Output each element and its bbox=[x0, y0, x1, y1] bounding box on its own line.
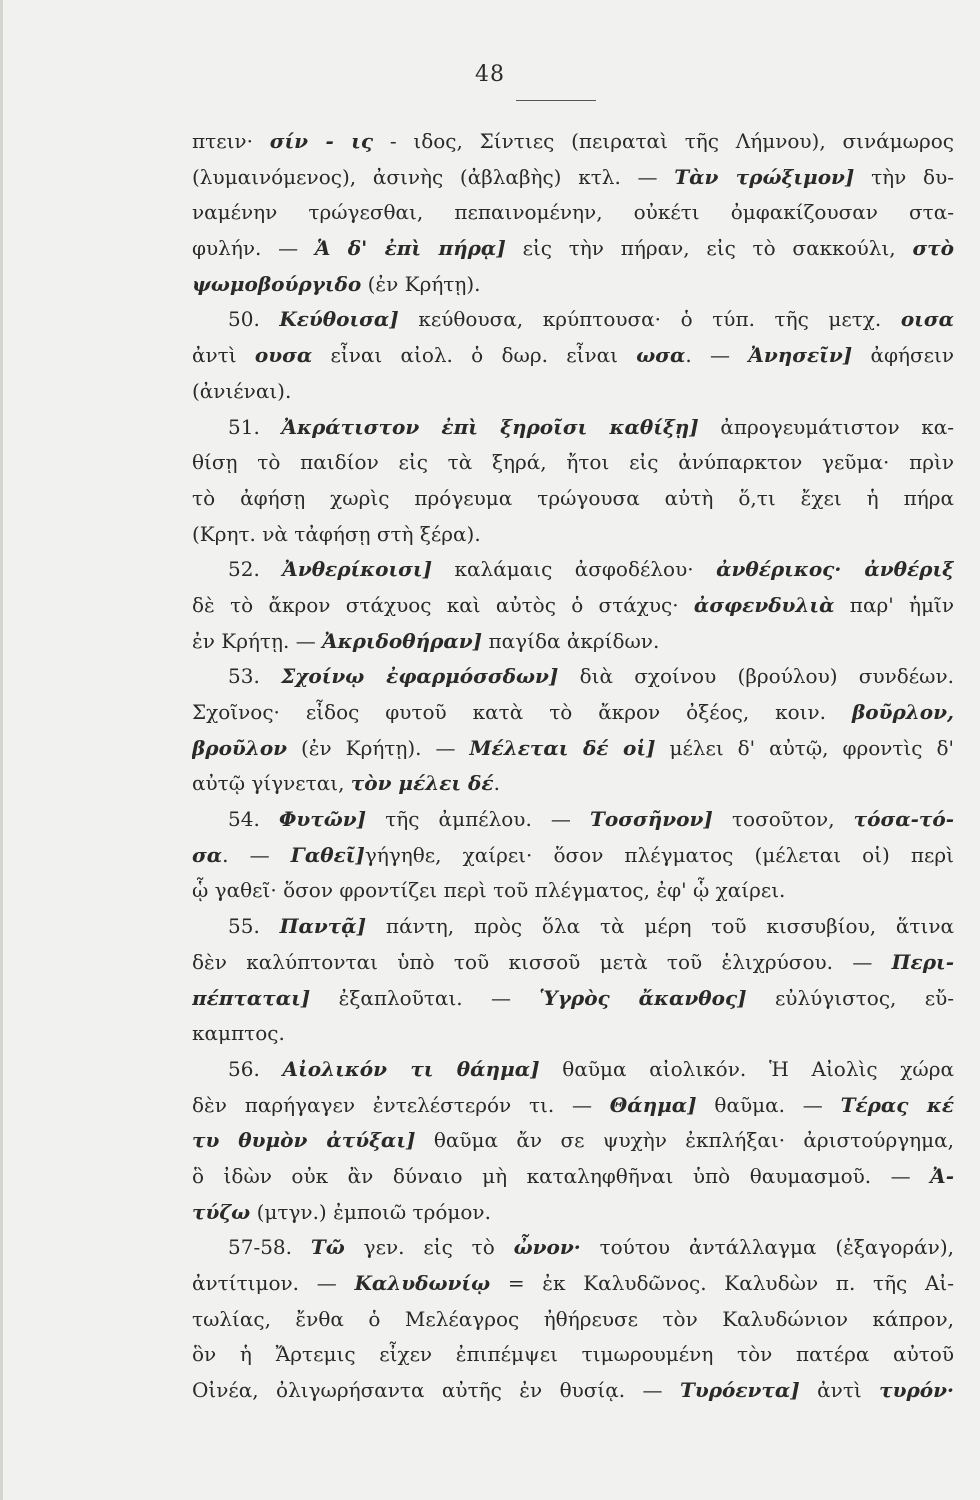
gloss-text: παγίδα ἀκρίδων. bbox=[482, 628, 660, 653]
lemma-term: Ἀ- bbox=[930, 1163, 954, 1188]
lemma-term: ἀνθέρικος· ἀνθέριξ bbox=[716, 557, 954, 582]
lemma-term: Τὰν τρώξιμον] bbox=[674, 164, 855, 189]
gloss-text: παρ' ἡμῖν bbox=[834, 592, 954, 617]
text-line bbox=[192, 1052, 954, 1088]
gloss-text: θίσῃ τὸ παιδίον εἰς τὰ ξηρά, ἤτοι εἰς ἀνύπαρκτον γεῦμα· πρὶν bbox=[192, 450, 954, 475]
lemma-term: ουσα bbox=[254, 343, 313, 368]
gloss-text: κεύθουσα, κρύπτουσα· ὁ τύπ. τῆς μετχ. bbox=[398, 307, 901, 332]
gloss-text: ναμένην τρώγεσθαι, πεπαινομένην, οὐκέτι ὀμφακίζουσαν στα- bbox=[192, 200, 954, 225]
text-line bbox=[192, 124, 954, 160]
text-line bbox=[192, 1302, 954, 1338]
gloss-text: εὐλύγιστος, εὔ- bbox=[746, 985, 954, 1010]
gloss-text: ᾧ γαθεῖ· ὅσον φροντίζει περὶ τοῦ πλέγματος, ἐφ' ᾧ χαίρει. bbox=[192, 878, 786, 903]
lemma-term: Ἀκριδοθήραν] bbox=[322, 628, 483, 653]
text-line bbox=[192, 945, 954, 981]
lemma-term: Γαθεῖ] bbox=[290, 842, 365, 867]
lemma-term: Τοσσῆνον] bbox=[590, 807, 713, 832]
gloss-text: . — bbox=[685, 343, 749, 368]
scan-margin bbox=[0, 0, 3, 1500]
text-line bbox=[192, 338, 954, 374]
text-line bbox=[192, 624, 954, 660]
lemma-term: Τυρόεντα] bbox=[679, 1378, 800, 1403]
text-line bbox=[192, 517, 954, 553]
text-line bbox=[192, 981, 954, 1017]
gloss-text: (λυμαινόμενος), ἀσινὴς (ἀβλαβὴς) κτλ. — bbox=[192, 164, 675, 189]
gloss-text: τωλίας, ἔνθα ὁ Μελέαγρος ἠθήρευσε τὸν Καλυδώνιον κάπρον, bbox=[192, 1306, 954, 1331]
gloss-text: δὲ τὸ ἄκρον στάχυος καὶ αὐτὸς ὁ στάχυς· bbox=[192, 592, 694, 617]
text-line bbox=[192, 481, 954, 517]
lemma-term: ἀσφενδυλιὰ bbox=[693, 592, 835, 617]
text-line bbox=[192, 445, 954, 481]
lemma-term: Ἀκράτιστον ἐπὶ ξηροῖσι καθίξῃ] bbox=[281, 414, 699, 439]
gloss-text: ἀντίτιμον. — bbox=[192, 1271, 355, 1295]
text-line bbox=[192, 195, 954, 231]
gloss-text: 57-58. bbox=[228, 1235, 311, 1260]
lemma-term: Ἁ δ' ἐπὶ πήρᾳ] bbox=[314, 236, 506, 261]
lemma-term: τύζω bbox=[192, 1199, 251, 1224]
text-line bbox=[192, 160, 954, 196]
text-line bbox=[192, 1266, 954, 1302]
text-line bbox=[192, 766, 954, 802]
gloss-text: Σχοῖνος· εἶδος φυτοῦ κατὰ τὸ ἄκρον ὀξέος, κοιν. bbox=[192, 700, 852, 724]
gloss-text: ὃ ἰδὼν οὐκ ἂν δύναιο μὴ καταληφθῆναι ὑπὸ θαυμασμοῦ. — bbox=[192, 1163, 931, 1188]
gloss-text: ἐν Κρήτῃ. — bbox=[192, 628, 323, 653]
gloss-text: εἶναι αἰολ. ὁ δωρ. εἶναι bbox=[312, 343, 637, 368]
gloss-text: γεν. εἰς τὸ bbox=[344, 1235, 514, 1260]
lemma-term: Φυτῶν] bbox=[278, 807, 367, 832]
gloss-text: καμπτος. bbox=[192, 1021, 285, 1046]
lemma-term: σίν - ις bbox=[269, 129, 374, 153]
lemma-term: Παντᾷ] bbox=[279, 914, 367, 939]
lemma-term: Θάημα] bbox=[609, 1092, 697, 1117]
gloss-text: ὃν ἡ Ἄρτεμις εἶχεν ἐπιπέμψει τιμωρουμένη τὸν πατέρα αὐτοῦ bbox=[192, 1342, 954, 1367]
gloss-text: 56. bbox=[228, 1056, 283, 1081]
gloss-text: (ἐν Κρήτῃ). bbox=[361, 271, 481, 296]
lemma-term: βροῦλον bbox=[192, 735, 288, 760]
gloss-text: καλάμαις ἀσφοδέλου· bbox=[432, 557, 717, 582]
gloss-text: (ἀνιέναι). bbox=[192, 378, 292, 403]
lemma-term: Κεύθοισα] bbox=[279, 307, 399, 332]
lemma-term: Τέρας κέ bbox=[840, 1092, 954, 1117]
gloss-text: 52. bbox=[228, 557, 283, 582]
lemma-term: ὦνον· bbox=[513, 1235, 581, 1260]
lemma-term: Περι- bbox=[891, 949, 954, 974]
lemma-term: Μέλεται δέ οἱ] bbox=[469, 735, 656, 760]
gloss-text: 50. bbox=[228, 307, 280, 332]
gloss-text: γήγηθε, χαίρει· ὅσον πλέγματος (μέλεται οἱ) περὶ bbox=[364, 842, 954, 867]
lemma-term: τόσα-τό- bbox=[853, 807, 954, 832]
text-line bbox=[192, 267, 954, 303]
gloss-text: - ιδος, Σίντιες (πειραταὶ τῆς Λήμνου), σινάμωρος bbox=[373, 129, 954, 153]
page-number: 48 bbox=[475, 62, 505, 87]
gloss-text: τῆς ἀμπέλου. — bbox=[366, 807, 591, 832]
text-line bbox=[192, 552, 954, 588]
lemma-term: Σχοίνῳ ἐφαρμόσσδων] bbox=[281, 664, 559, 689]
gloss-text: Οἰνέα, ὀλιγωρήσαντα αὐτῆς ἐν θυσίᾳ. — bbox=[192, 1378, 680, 1403]
gloss-text: θαῦμα. — bbox=[696, 1092, 841, 1117]
text-line bbox=[192, 410, 954, 446]
lemma-term: τυρόν· bbox=[879, 1378, 954, 1403]
gloss-text: 55. bbox=[228, 914, 280, 939]
lemma-term: Καλυδωνίῳ bbox=[354, 1271, 491, 1295]
gloss-text: αὐτῷ γίγνεται, bbox=[192, 771, 351, 796]
lemma-term: τυ θυμὸν ἀτύξαι] bbox=[192, 1128, 416, 1153]
text-line bbox=[192, 695, 954, 731]
gloss-text: 53. bbox=[228, 664, 282, 689]
text-line bbox=[192, 1159, 954, 1195]
text-line bbox=[192, 588, 954, 624]
gloss-text: διὰ σχοίνου (βρούλου) συνδέων. bbox=[558, 664, 954, 689]
gloss-text: τὸ ἀφήσῃ χωρὶς πρόγευμα τρώγουσα αὐτὴ ὅ,τι ἔχει ἡ πήρα bbox=[192, 485, 954, 510]
gloss-text: (Κρητ. νὰ τἀφήσῃ στὴ ξέρα). bbox=[192, 521, 481, 546]
gloss-text: πτειν· bbox=[192, 129, 270, 153]
lemma-term: πέπταται] bbox=[192, 985, 311, 1010]
gloss-text: δὲν παρήγαγεν ἐντελέστερόν τι. — bbox=[192, 1092, 610, 1117]
lemma-term: Αἰολικόν τι θάημα] bbox=[282, 1056, 540, 1081]
text-line bbox=[192, 873, 954, 909]
gloss-text: = ἐκ Καλυδῶνος. Καλυδὼν π. τῆς Αἰ- bbox=[490, 1271, 954, 1295]
lemma-term: στὸ bbox=[912, 236, 954, 261]
text-line bbox=[192, 659, 954, 695]
gloss-text: 54. bbox=[228, 807, 279, 832]
text-line bbox=[192, 374, 954, 410]
text-line bbox=[192, 731, 954, 767]
gloss-text: . — bbox=[222, 842, 291, 867]
gloss-text: (μτγν.) ἐμποιῶ τρόμον. bbox=[250, 1199, 491, 1224]
text-line bbox=[192, 1373, 954, 1409]
text-line bbox=[192, 1123, 954, 1159]
gloss-text: εἰς τὴν πήραν, εἰς τὸ σακκούλι, bbox=[505, 236, 913, 261]
gloss-text: ἀντὶ bbox=[799, 1378, 880, 1403]
gloss-text: φυλήν. — bbox=[192, 236, 315, 261]
gloss-text: μέλει δ' αὐτῷ, φροντὶς δ' bbox=[655, 735, 954, 760]
lemma-term: ωσα bbox=[636, 343, 686, 368]
gloss-text: θαῦμα αἰολικόν. Ἡ Αἰολὶς χώρα bbox=[539, 1056, 954, 1081]
gloss-text: ἀφήσειν bbox=[852, 343, 954, 368]
gloss-text: τούτου ἀντάλλαγμα (ἐξαγοράν), bbox=[580, 1235, 954, 1260]
gloss-text: 51. bbox=[228, 414, 282, 439]
gloss-text: πάντη, πρὸς ὅλα τὰ μέρη τοῦ κισσυβίου, ἅτινα bbox=[366, 914, 954, 939]
text-line bbox=[192, 231, 954, 267]
text-line bbox=[192, 838, 954, 874]
gloss-text: θαῦμα ἄν σε ψυχὴν ἐκπλήξαι· ἀριστούργημα, bbox=[415, 1128, 954, 1153]
text-line bbox=[192, 1230, 954, 1266]
lemma-term: οισα bbox=[900, 307, 954, 332]
lemma-term: βοῦρλον, bbox=[851, 700, 954, 724]
text-line bbox=[192, 1337, 954, 1373]
lemma-term: Ὑγρὸς ἄκανθος] bbox=[539, 985, 747, 1010]
lemma-term: σα bbox=[192, 842, 223, 867]
lemma-term: ψωμοβούργιδο bbox=[192, 271, 362, 296]
text-line bbox=[192, 802, 954, 838]
text-line bbox=[192, 1195, 954, 1231]
gloss-text: ἀντὶ bbox=[192, 343, 255, 368]
lemma-term: Ἀνησεῖν] bbox=[748, 343, 853, 368]
text-line bbox=[192, 1016, 954, 1052]
text-line bbox=[192, 909, 954, 945]
text-line bbox=[192, 302, 954, 338]
text-line bbox=[192, 1088, 954, 1124]
lemma-term: Τῶ bbox=[310, 1235, 345, 1260]
lemma-term: Ἀνθερίκοισι] bbox=[282, 557, 433, 582]
gloss-text: ἀπρογευμάτιστον κα- bbox=[698, 414, 954, 439]
commentary-text bbox=[192, 124, 954, 1409]
page-number-rule bbox=[516, 100, 596, 101]
gloss-text: ἐξαπλοῦται. — bbox=[310, 985, 540, 1010]
gloss-text: . bbox=[493, 771, 500, 796]
lemma-term: τὸν μέλει δέ bbox=[350, 771, 494, 796]
gloss-text: δὲν καλύπτονται ὑπὸ τοῦ κισσοῦ μετὰ τοῦ ἑλιχρύσου. — bbox=[192, 949, 892, 974]
gloss-text: τοσοῦτον, bbox=[712, 807, 854, 832]
gloss-text: τὴν δυ- bbox=[854, 164, 954, 189]
gloss-text: (ἐν Κρήτῃ). — bbox=[287, 735, 470, 760]
